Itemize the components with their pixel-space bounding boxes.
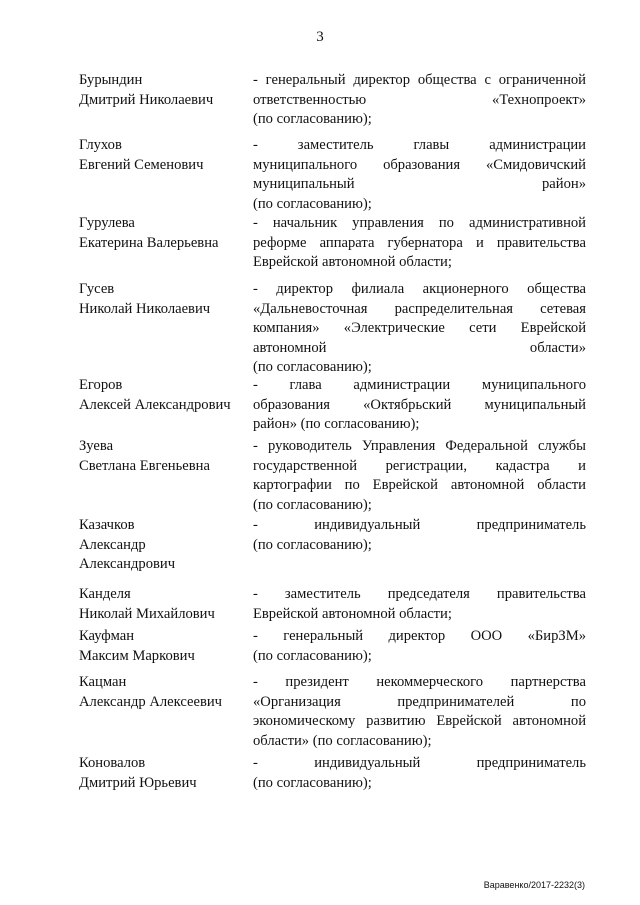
person-name xyxy=(79,71,254,110)
role-line: картографии по Еврейской автономной области xyxy=(253,477,586,493)
role-line: район» (по согласованию); xyxy=(253,416,420,432)
given-names: Алексей Александрович xyxy=(79,396,231,413)
surname: Гусев xyxy=(79,281,115,297)
role-line: - директор филиала акционерного общества xyxy=(253,281,586,297)
person-role xyxy=(253,585,586,624)
given-names: Евгений Семенович xyxy=(79,156,204,173)
role-line: - глава администрации муниципального xyxy=(253,377,586,393)
person-name xyxy=(79,437,254,476)
role-line: (по согласованию); xyxy=(253,496,372,513)
role-line: муниципального образования «Смидовичский xyxy=(253,156,586,173)
surname: Глухов xyxy=(79,137,122,153)
role-line: - начальник управления по административной xyxy=(253,215,586,231)
person-name xyxy=(79,376,254,415)
person-role xyxy=(253,376,586,435)
role-line: экономическому развитию Еврейской автономной xyxy=(253,713,586,729)
surname: Канделя xyxy=(79,586,131,602)
role-line: (по согласованию); xyxy=(253,195,372,212)
surname: Егоров xyxy=(79,377,123,393)
role-line: Еврейской автономной области; xyxy=(253,254,452,270)
role-line: - генеральный директор ООО «БирЗМ» xyxy=(253,628,586,644)
person-role xyxy=(253,71,586,130)
surname: Бурындин xyxy=(79,72,143,88)
person-role xyxy=(253,136,586,214)
person-name xyxy=(79,585,254,624)
role-line: компания» «Электрические сети Еврейской xyxy=(253,320,586,336)
role-line: (по согласованию); xyxy=(253,647,372,664)
given-names: Максим Маркович xyxy=(79,647,195,664)
role-line: (по согласованию); xyxy=(253,359,372,375)
role-line: автономной области» xyxy=(253,339,586,356)
person-name xyxy=(79,754,254,793)
person-role xyxy=(253,437,586,515)
given-names: Александр xyxy=(79,536,146,553)
role-line: «Дальневосточная распределительная сетевая xyxy=(253,300,586,317)
person-role xyxy=(253,754,586,793)
given-names: Александр Алексеевич xyxy=(79,693,223,710)
person-role xyxy=(253,516,586,555)
person-role xyxy=(253,214,586,273)
person-name xyxy=(79,136,254,175)
role-line: - руководитель Управления Федеральной службы xyxy=(253,438,586,454)
given-names: Светлана Евгеньевна xyxy=(79,457,210,474)
role-line: - индивидуальный предприниматель xyxy=(253,755,586,771)
given-names: Екатерина Валерьевна xyxy=(79,234,219,251)
given-names: Николай Михайлович xyxy=(79,605,215,622)
role-line: - президент некоммерческого партнерства xyxy=(253,674,586,690)
surname: Кауфман xyxy=(79,628,135,644)
role-line: - заместитель председателя правительства xyxy=(253,586,586,602)
person-name xyxy=(79,214,254,253)
role-line: государственной регистрации, кадастра и xyxy=(253,457,586,474)
surname: Зуева xyxy=(79,438,114,454)
person-name xyxy=(79,673,254,712)
role-line: Еврейской автономной области; xyxy=(253,605,452,622)
person-name xyxy=(79,280,254,319)
given-names: Дмитрий Юрьевич xyxy=(79,774,197,791)
role-line: - индивидуальный предприниматель xyxy=(253,517,586,533)
person-name xyxy=(79,516,254,575)
person-role xyxy=(253,280,586,378)
role-line: муниципальный район» xyxy=(253,176,586,192)
patronymic: Александрович xyxy=(79,556,176,572)
person-name xyxy=(79,627,254,666)
page-number: 3 xyxy=(316,29,324,45)
role-line: (по согласованию); xyxy=(253,774,372,791)
role-line: образования «Октябрьский муниципальный xyxy=(253,396,586,413)
role-line: «Организация предпринимателей по xyxy=(253,693,586,710)
role-line: - заместитель главы администрации xyxy=(253,137,586,153)
role-line: (по согласованию); xyxy=(253,111,372,127)
role-line: области» (по согласованию); xyxy=(253,732,432,749)
person-role xyxy=(253,627,586,666)
role-line: ответственностью «Технопроект» xyxy=(253,91,586,108)
role-line: (по согласованию); xyxy=(253,536,372,553)
given-names: Дмитрий Николаевич xyxy=(79,91,214,108)
surname: Коновалов xyxy=(79,755,146,771)
document-reference: Варавенко/2017-2232(3) xyxy=(483,880,585,890)
given-names: Николай Николаевич xyxy=(79,300,211,317)
surname: Гурулева xyxy=(79,215,135,231)
surname: Кацман xyxy=(79,674,127,690)
person-role xyxy=(253,673,586,751)
surname: Казачков xyxy=(79,517,135,533)
role-line: - генеральный директор общества с ограниченной xyxy=(253,72,586,88)
role-line: реформе аппарата губернатора и правительства xyxy=(253,234,586,251)
